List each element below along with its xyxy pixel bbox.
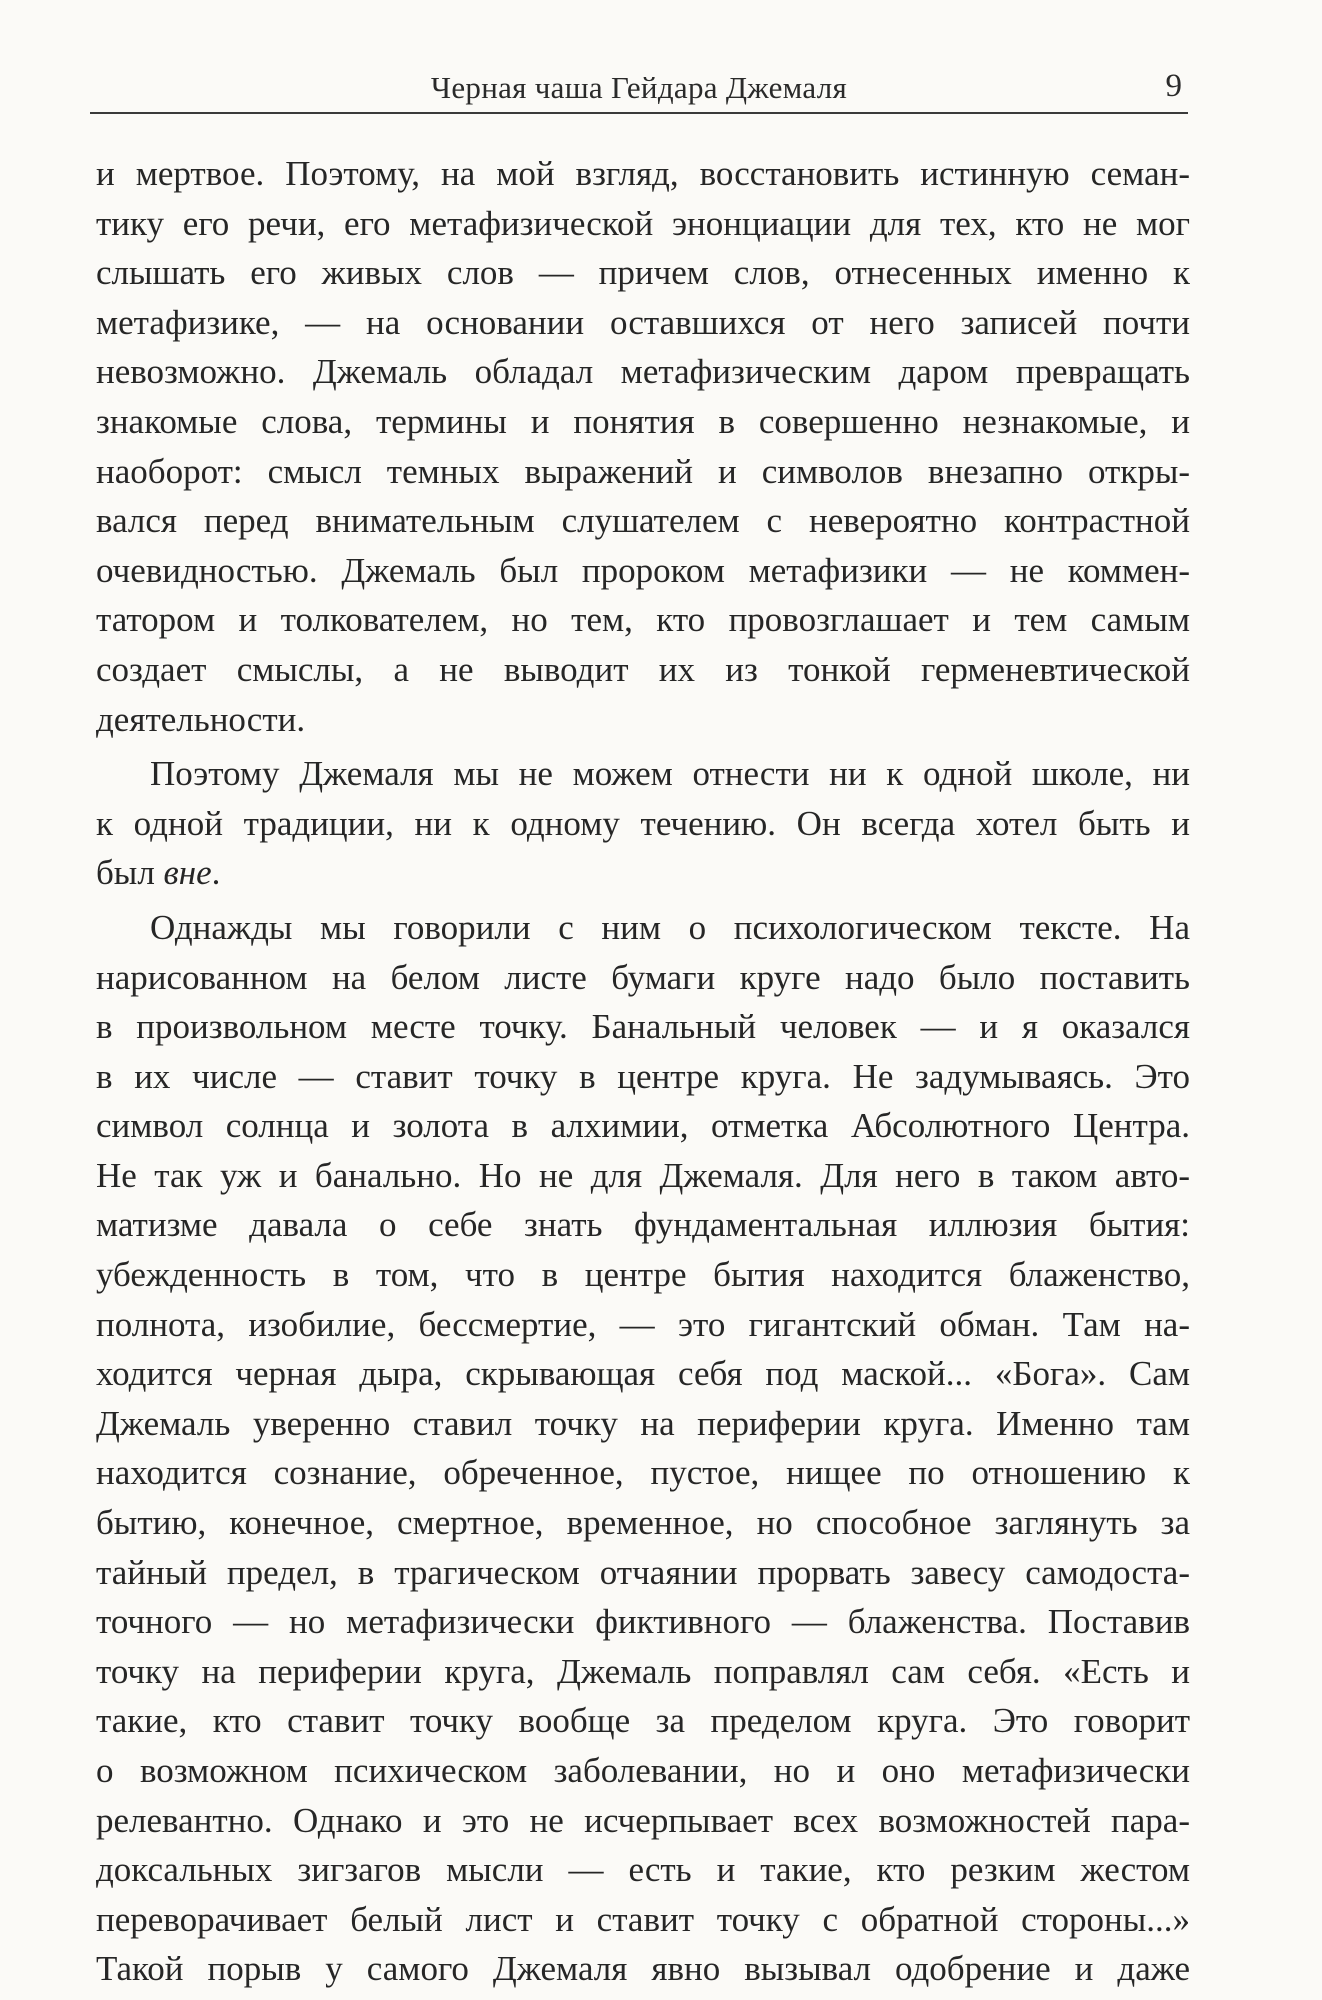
text-line: невозможно. Джемаль обладал метафизическим даром превращать	[96, 352, 1190, 392]
text-line	[96, 848, 1190, 898]
text-line: полнота, изобилие, бессмертие, — это гигантский обман. Там на-	[96, 1304, 1190, 1344]
text-line: Поэтому Джемаля мы не можем отнести ни к одной школе, ни	[150, 754, 1190, 794]
text-line: переворачивает белый лист и ставит точку с обратной стороны...»	[96, 1899, 1190, 1939]
text-line: вался перед внимательным слушателем с невероятно контрастной	[96, 501, 1190, 541]
text-line: слышать его живых слов — причем слов, отнесенных именно к	[96, 253, 1190, 293]
paragraph-3	[96, 903, 1190, 1994]
text-line: доксальных зигзагов мысли — есть и такие, кто резким жестом	[96, 1850, 1190, 1890]
page-header	[90, 62, 1188, 114]
text-line: Не так уж и банально. Но не для Джемаля. Для него в таком авто-	[96, 1155, 1190, 1195]
page-number: 9	[1165, 68, 1182, 104]
running-title: Черная чаша Гейдара Джемаля	[430, 70, 848, 105]
text-line: ходится черная дыра, скрывающая себя под маской... «Бога». Сам	[96, 1354, 1190, 1394]
text-line: метафизике, — на основании оставшихся от него записей почти	[96, 302, 1190, 342]
italic-word: вне	[163, 853, 212, 893]
text-line: знакомые слова, термины и понятия в совершенно незнакомые, и	[96, 401, 1190, 441]
paragraph-1	[96, 149, 1190, 744]
line-prefix: был	[96, 853, 164, 893]
text-line: тику его речи, его метафизической энонциации для тех, кто не мог	[96, 203, 1190, 243]
text-line: такие, кто ставит точку вообще за пределом круга. Это говорит	[96, 1701, 1190, 1741]
text-line: очевидностью. Джемаль был пророком метафизики — не коммен-	[96, 550, 1190, 590]
text-line: татором и толкователем, но тем, кто провозглашает и тем самым	[96, 600, 1190, 640]
text-line: Однажды мы говорили с ним о психологическом тексте. На	[150, 907, 1190, 947]
text-line: релевантно. Однако и это не исчерпывает всех возможностей пара-	[96, 1800, 1190, 1840]
body-text	[96, 149, 1190, 1994]
text-line: деятельности.	[96, 699, 306, 739]
text-line: к одной традиции, ни к одному течению. Он всегда хотел быть и	[96, 803, 1190, 843]
text-line: создает смыслы, а не выводит их из тонкой герменевтической	[96, 649, 1190, 689]
text-line: наоборот: смысл темных выражений и символов внезапно откры-	[96, 451, 1190, 491]
text-line: Джемаль уверенно ставил точку на периферии круга. Именно там	[96, 1403, 1190, 1443]
text-line: в их числе — ставит точку в центре круга. Не задумываясь. Это	[96, 1056, 1190, 1096]
text-line: о возможном психическом заболевании, но и оно метафизически	[96, 1751, 1190, 1790]
line-suffix: .	[211, 853, 221, 893]
text-line: бытию, конечное, смертное, временное, но способное заглянуть за	[96, 1503, 1190, 1543]
text-line: убежденность в том, что в центре бытия находится блаженство,	[96, 1255, 1190, 1295]
text-line: точку на периферии круга, Джемаль поправлял сам себя. «Есть и	[96, 1651, 1190, 1691]
text-line: и мертвое. Поэтому, на мой взгляд, восстановить истинную семан-	[96, 154, 1190, 193]
text-line: Такой порыв у самого Джемаля явно вызывал одобрение и даже	[96, 1949, 1190, 1989]
text-line: символ солнца и золота в алхимии, отметка Абсолютного Центра.	[96, 1106, 1190, 1146]
text-line: нарисованном на белом листе бумаги круге надо было поставить	[96, 957, 1190, 997]
text-line: находится сознание, обреченное, пустое, нищее по отношению к	[96, 1453, 1190, 1493]
text-line: в произвольном месте точку. Банальный человек — и я оказался	[96, 1007, 1190, 1047]
text-line: тайный предел, в трагическом отчаянии прорвать завесу самодоста-	[96, 1552, 1190, 1592]
paragraph-2	[96, 749, 1190, 898]
text-line: точного — но метафизически фиктивного — блаженства. Поставив	[96, 1602, 1190, 1642]
text-line: матизме давала о себе знать фундаментальная иллюзия бытия:	[96, 1205, 1190, 1245]
